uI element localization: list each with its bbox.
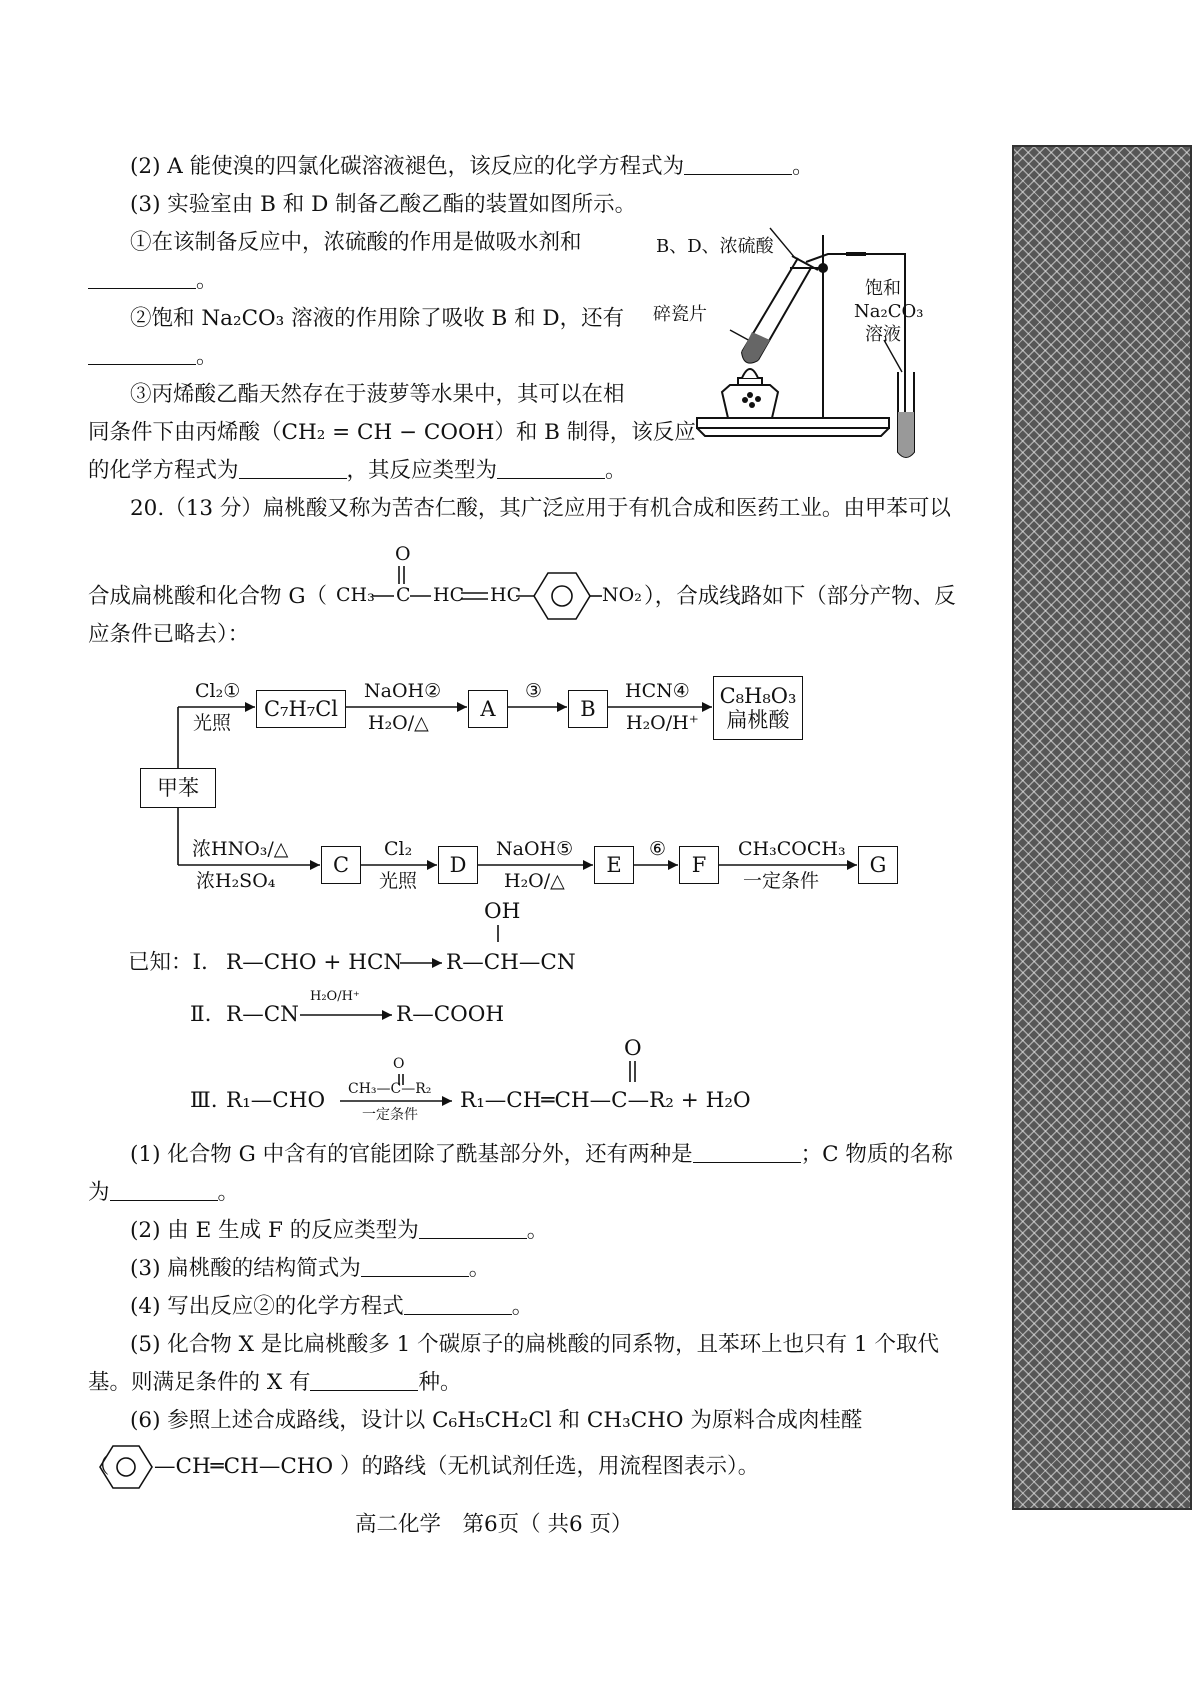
q19-part3-2-answer: 。	[88, 342, 218, 372]
label-solution: 溶液	[865, 324, 901, 345]
q20-intro-line1: 20.（13 分）扁桃酸又称为苦杏仁酸，其广泛应用于有机合成和医药工业。由甲苯可以	[130, 496, 951, 521]
q19-part3-3-line3: 的化学方程式为 ，其反应类型为 。	[88, 458, 627, 483]
q20-sub1-line2: 为 。	[88, 1180, 240, 1205]
q19-part2: (2) A 能使溴的四氯化碳溶液褪色，该反应的化学方程式为 。	[130, 154, 814, 179]
q20-sub5-line2: 基。则满足条件的 X 有 种。	[88, 1370, 462, 1395]
q19-part3: (3) 实验室由 B 和 D 制备乙酸乙酯的装置如图所示。	[130, 192, 637, 217]
arrowb1-top: 浓HNO₃/△	[192, 838, 289, 860]
q19-part3-1: ①在该制备反应中，浓硫酸的作用是做吸水剂和	[130, 230, 582, 255]
label-saturated: 饱和	[865, 278, 901, 299]
q20-sub3: (3) 扁桃酸的结构简式为 。	[130, 1256, 491, 1281]
q20-intro-line2-b: ），合成线路如下（部分产物、反	[644, 584, 956, 609]
label-na2co3: Na₂CO₃	[854, 301, 924, 322]
arrow1-top: Cl₂①	[195, 680, 241, 702]
box-c: C	[321, 846, 361, 884]
box-b: B	[568, 690, 608, 728]
q19-part3-2: ②饱和 Na₂CO₃ 溶液的作用除了吸收 B 和 D，还有	[130, 306, 625, 331]
q19-part3-3-line2: 同条件下由丙烯酸（CH₂ = CH − COOH）和 B 制得，该反应	[88, 420, 696, 445]
arrow4-bottom: H₂O/H⁺	[626, 712, 699, 734]
arrowb1-bottom: 浓H₂SO₄	[196, 870, 276, 892]
reaction2-right: R—COOH	[396, 1002, 505, 1027]
q20-intro-line2-a: 合成扁桃酸和化合物 G（	[88, 584, 328, 609]
label-reagents: B、D、浓硫酸	[656, 236, 774, 257]
reaction2-condition: H₂O/H⁺	[310, 989, 360, 1004]
q20-sub5-line1: (5) 化合物 X 是比扁桃酸多 1 个碳原子的扁桃酸的同系物，且苯环上也只有 1 个取代	[130, 1332, 939, 1357]
q19-part3-1-answer: 。	[88, 266, 218, 296]
q20-sub6-line2: —CH═CH—CHO ）的路线（无机试剂任选，用流程图表示）。	[154, 1454, 760, 1479]
reaction3-right-o: O	[624, 1036, 642, 1061]
arrowb4-top: ⑥	[649, 838, 667, 860]
arrowb2-top: Cl₂	[384, 838, 413, 860]
reaction3-condition: CH₃—C—R₂	[348, 1081, 432, 1097]
box-toluene: 甲苯	[140, 768, 216, 808]
q20-sub6-open: （	[88, 1454, 110, 1479]
arrowb5-top: CH₃COCH₃	[738, 838, 846, 860]
reaction2-left: R—CN	[226, 1002, 299, 1027]
reaction1-left: R—CHO + HCN	[226, 950, 403, 975]
reaction1-oh: OH	[484, 899, 521, 924]
reaction3-right: R₁—CH═CH—C—R₂ + H₂O	[460, 1088, 751, 1113]
q20-intro-line3: 应条件已略去）：	[88, 622, 250, 647]
reaction2-num: Ⅱ.	[190, 1002, 212, 1027]
reaction3-cond-o: O	[393, 1056, 405, 1072]
arrow3-top: ③	[525, 680, 543, 702]
box-e: E	[594, 846, 634, 884]
arrow2-bottom: H₂O/△	[368, 712, 429, 734]
box-g: G	[858, 846, 898, 884]
q20-sub2: (2) 由 E 生成 F 的反应类型为 。	[130, 1218, 549, 1243]
q19-part3-3-line1: ③丙烯酸乙酯天然存在于菠萝等水果中，其可以在相	[130, 382, 625, 407]
arrowb2-bottom: 光照	[379, 870, 418, 892]
q20-sub6-line1: (6) 参照上述合成路线，设计以 C₆H₅CH₂Cl 和 CH₃CHO 为原料合成肉桂醛	[130, 1408, 863, 1433]
box-a: A	[468, 690, 508, 728]
page-footer: 高二化学 第6页（ 共6 页）	[355, 1512, 633, 1537]
reaction3-cond-bottom: 一定条件	[362, 1107, 418, 1123]
box-d: D	[438, 846, 478, 884]
arrow4-top: HCN④	[625, 680, 690, 702]
known-head: 已知：Ⅰ.	[128, 950, 208, 975]
reaction3-num: Ⅲ.	[190, 1088, 218, 1113]
label-porcelain-chips: 碎瓷片	[653, 304, 707, 325]
arrow1-bottom: 光照	[193, 712, 232, 734]
arrowb5-bottom: 一定条件	[743, 870, 820, 892]
box-f: F	[679, 846, 719, 884]
box-mandelic-acid: C₈H₈O₃ 扁桃酸	[713, 676, 803, 740]
arrowb3-top: NaOH⑤	[496, 838, 574, 860]
reaction3-left: R₁—CHO	[226, 1088, 326, 1113]
arrow2-top: NaOH②	[364, 680, 442, 702]
q20-sub1-line1: (1) 化合物 G 中含有的官能团除了酰基部分外，还有两种是 ；C 物质的名称	[130, 1142, 953, 1167]
q20-sub4: (4) 写出反应②的化学方程式 。	[130, 1294, 534, 1319]
reaction1-right: R—CH—CN	[446, 950, 576, 975]
box-c7h7cl: C₇H₇Cl	[256, 690, 346, 728]
arrowb3-bottom: H₂O/△	[504, 870, 565, 892]
